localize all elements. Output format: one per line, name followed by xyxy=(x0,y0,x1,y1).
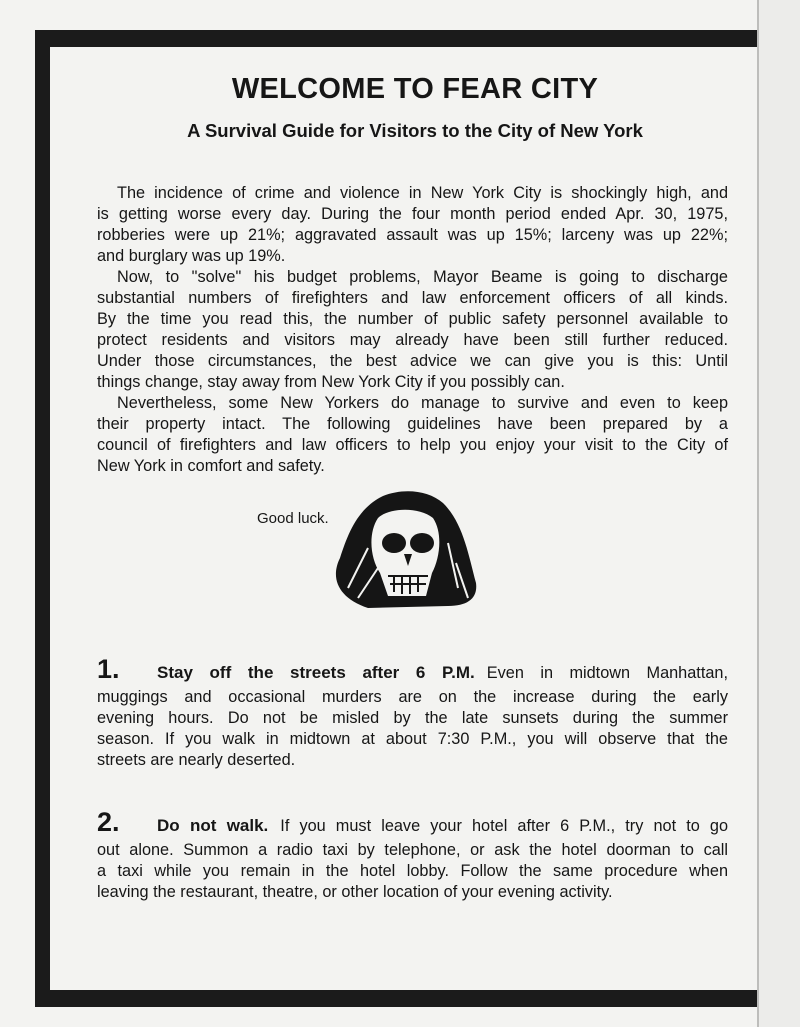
intro-paragraph-1 xyxy=(97,183,728,477)
guideline-heading: Do not walk. xyxy=(157,816,269,835)
page-subtitle: A Survival Guide for Visitors to the City of New York xyxy=(187,120,643,141)
text-line: By the time you read this, the number of public safety personnel available to xyxy=(97,310,728,328)
text-line: streets are nearly deserted. xyxy=(97,751,296,769)
text-line: leaving the restaurant, theatre, or other location of your evening activity. xyxy=(97,883,613,901)
text-line: The incidence of crime and violence in New York City is shockingly high, and xyxy=(117,184,728,202)
sign-off: Good luck. xyxy=(257,510,329,527)
guideline-1 xyxy=(97,655,728,771)
text-line: out alone. Summon a radio taxi by telephone, or ask the hotel doorman to call xyxy=(97,841,728,859)
page-title: WELCOME TO FEAR CITY xyxy=(231,73,599,105)
text-line: things change, stay away from New York City if you possibly can. xyxy=(97,373,565,391)
text-line: Now, to "solve" his budget problems, Mayor Beame is going to discharge xyxy=(117,268,728,286)
text-line: their property intact. The following guidelines have been prepared by a xyxy=(97,415,728,433)
frame-top xyxy=(35,30,757,47)
text-line: evening hours. Do not be misled by the late sunsets during the summer xyxy=(97,709,728,727)
text-line: New York in comfort and safety. xyxy=(97,457,325,475)
text-line: season. If you walk in midtown at about 7:30 P.M., you will observe that the xyxy=(97,730,728,748)
text-line: is getting worse every day. During the four month period ended Apr. 30, 1975, xyxy=(97,205,728,223)
guideline-2-first-line xyxy=(97,808,728,840)
text-line: a taxi while you remain in the hotel lobby. Follow the same procedure when xyxy=(97,862,728,880)
text-line: muggings and occasional murders are on the increase during the early xyxy=(97,688,728,706)
text-line: and burglary was up 19%. xyxy=(97,247,286,265)
frame-bottom xyxy=(35,990,757,1007)
text-line: council of firefighters and law officers to help you enjoy your visit to the City of xyxy=(97,436,728,454)
guideline-number: 1. xyxy=(97,654,120,684)
text-line: Even in midtown Manhattan, xyxy=(486,664,728,682)
guideline-heading: Stay off the streets after 6 P.M. xyxy=(157,663,475,682)
text-line: protect residents and visitors may already have been still further reduced. xyxy=(97,331,728,349)
text-line: If you must leave your hotel after 6 P.M., try not to go xyxy=(280,817,728,835)
frame-left xyxy=(35,30,50,1007)
guideline-1-first-line xyxy=(97,655,728,687)
grim-reaper-skull-illustration xyxy=(328,488,480,610)
guideline-2 xyxy=(97,808,728,903)
text-line: Under those circumstances, the best advice we can give you is this: Until xyxy=(97,352,728,370)
text-line: substantial numbers of firefighters and law enforcement officers of all kinds. xyxy=(97,289,728,307)
text-line: Nevertheless, some New Yorkers do manage to survive and even to keep xyxy=(117,394,728,412)
text-line: robberies were up 21%; aggravated assault was up 15%; larceny was up 22%; xyxy=(97,226,728,244)
guideline-number: 2. xyxy=(97,807,120,837)
page-edge xyxy=(757,0,800,1027)
